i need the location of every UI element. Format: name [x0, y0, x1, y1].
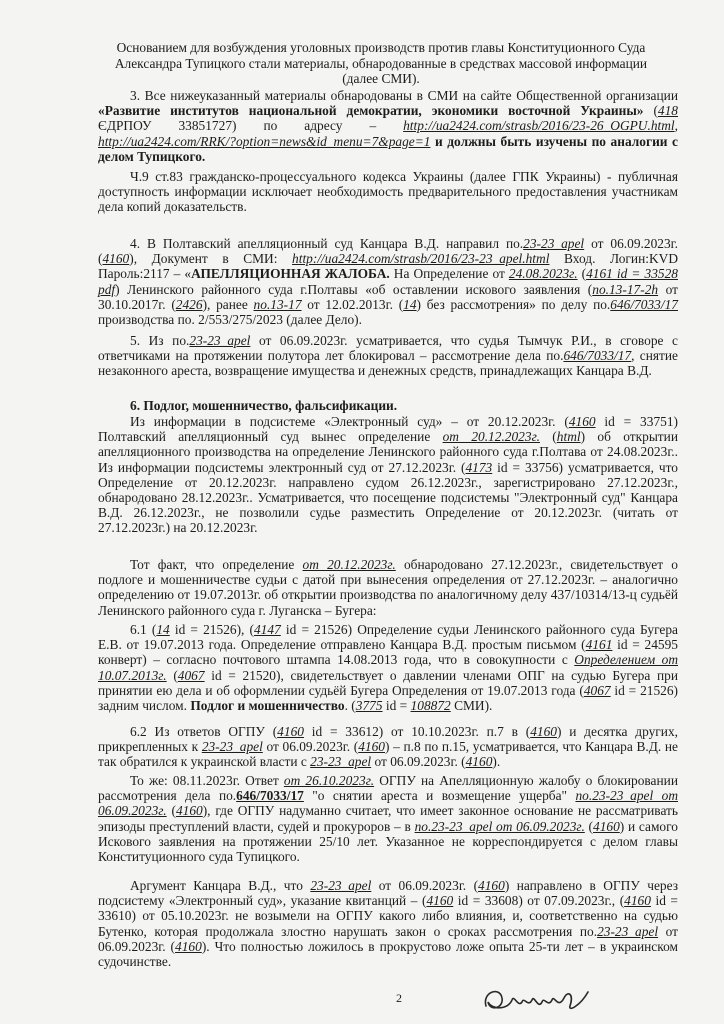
handwritten-signature	[478, 980, 598, 1020]
text: от 06.09.2023г. (	[98, 923, 678, 954]
reference-link[interactable]: 4160	[593, 818, 620, 834]
text: id = 33608) от 07.09.2023г., (	[453, 893, 625, 909]
text: ) направлено в ОГПУ через подсистему «Электронный суд», указание квитанций – (	[98, 878, 678, 909]
text: (	[166, 803, 176, 819]
bold-text: АПЕЛЛЯЦИОННАЯ ЖАЛОБА.	[191, 266, 390, 282]
page-number: 2	[396, 991, 402, 1005]
case-link[interactable]: 23-23_apel	[201, 739, 263, 755]
text: (	[584, 818, 594, 834]
text: от 06.09.2023г. (	[371, 754, 466, 770]
text: от 06.09.2023г. усматривается, что судья Тымчук Р.И., в сговоре с ответчиками на протяжении полутора лет блокировал – рассмотрение дела по.	[98, 333, 678, 364]
text: ), где ОГПУ надуманно считает, что имеет законное основание не рассматривать эпизоды преступлений власти, судей и прокуроров – в	[98, 803, 679, 834]
case-link[interactable]: 23-23_apel	[189, 333, 251, 348]
text: 5. Из по.	[130, 333, 190, 348]
url-link[interactable]: http://ua2424.com/strasb/2016/23-26_OGPU.html	[403, 118, 675, 134]
reference-link[interactable]: 418	[657, 103, 678, 119]
text: производства по. 2/553/275/2023 (далее Дело).	[98, 312, 362, 328]
reference-link[interactable]: 4161	[585, 637, 613, 653]
text: от 06.09.2023г. (	[98, 236, 678, 267]
date-link[interactable]: 24.08.2023г.	[508, 266, 578, 282]
text: Тот факт, что определение	[130, 557, 303, 572]
reference-link[interactable]: 14	[403, 296, 417, 312]
reference-link[interactable]: 3775	[355, 698, 383, 714]
date-link[interactable]: от 20.12.2023г.	[302, 557, 396, 572]
section-6-heading: 6. Подлог, мошенничество, фальсификации.	[130, 398, 398, 413]
paragraph-6-info	[98, 414, 678, 536]
reference-link[interactable]: 4067	[177, 667, 205, 683]
paragraph-6-1	[98, 622, 678, 713]
text: ) об открытии апелляционного производства на определение Ленинского районного суда г.Полтава от 24.08.2023г.. Из информации подсистемы электронный суд от 27.12.2023г. (	[98, 429, 678, 475]
text: Вход. Логин:KVD Пароль:2117 – «	[98, 251, 678, 282]
paragraph-6-2	[98, 724, 678, 770]
case-link[interactable]: 646/7033/17	[236, 788, 304, 804]
text: 6.1 (	[130, 622, 157, 637]
document-heading: Основанием для возбуждения уголовных производств против главы Конституционного Суда Александра Тупицкого стали материалы, обнародованные в средствах массовой информации (далее СМИ).	[114, 40, 648, 87]
case-link[interactable]: 646/7033/17	[610, 296, 678, 312]
case-link[interactable]: по.23-23_apel от 06.09.2023г.	[98, 788, 678, 819]
paragraph-5	[98, 333, 678, 379]
text: ) – п.8 по п.15, усматривается, что Канцара В.Д. не так обратился к украинской власти с	[98, 739, 678, 770]
text: (	[166, 667, 178, 683]
reference-link[interactable]: 2426	[175, 296, 203, 312]
reference-link[interactable]: 4160	[465, 754, 493, 770]
reference-link[interactable]: 4067	[583, 682, 611, 698]
paragraph-3	[98, 88, 678, 164]
text: 3. Все нижеуказанный материалы обнародованы в СМИ на сайте Общественной организации	[130, 88, 678, 103]
text: ЄДРПОУ 33851727) по адресу –	[98, 118, 404, 134]
text: от 30.10.2017г. (	[98, 281, 678, 312]
text: ) без рассмотрения» по делу по.	[416, 296, 611, 312]
text: ) и самого Искового заявления на протяжении 25/10 лет. Указанное не корреспондируется с делом главы Конституционного суда Тупицкого.	[98, 818, 678, 865]
text: (	[643, 103, 658, 119]
bold-text: и должны быть изучены по аналогии с делом Тупицкого.	[98, 133, 678, 164]
text: id = 33751) Полтавский апелляционный суд вынес определение	[98, 414, 678, 445]
text: , снятие незаконного ареста, возвращение имущества и денежных средств, принадлежащих Канцара В.Д.	[98, 348, 678, 379]
text: id = 33756) усматривается, что Определение от 20.12.2023г. направлено судом 26.12.2023г., зарегистрировано 27.12.2023г., обнародовано 28.12.2023г.. Усматривается, что посещение подсистемы "Электронный суд" Канцара В.Д. 26.12.2023г., не позволили судье разместить Определение от 20.12.2023г. (читать от 27.12.2023г.) на 20.12.2023г.	[98, 459, 678, 536]
text: ) и десятка других, прикрепленных к	[98, 724, 679, 755]
case-link[interactable]: 646/7033/17	[563, 348, 632, 364]
case-link[interactable]: 23-23_apel	[597, 923, 659, 939]
text: id = 21526) Определение судьи Ленинского районного суда Бугера Е.В. от 19.07.2013 года. Определение отправлено Канцара В.Д. простым письмом (	[98, 622, 678, 653]
case-link[interactable]: по.23-23_apel от 06.09.2023г.	[414, 818, 585, 834]
text: (	[577, 266, 587, 282]
case-link[interactable]: по.13-17	[253, 296, 302, 312]
text: ), Документ в СМИ:	[129, 251, 293, 267]
text: Аргумент Канцара В.Д., что	[130, 878, 311, 893]
reference-link[interactable]: 4160	[175, 938, 202, 954]
paragraph-ogpu-answer	[98, 773, 678, 864]
date-link[interactable]: от 26.10.2023г.	[283, 773, 375, 788]
text: id =	[382, 698, 411, 714]
text: id = 21526), (	[169, 622, 254, 637]
reference-link[interactable]: 4160	[277, 724, 304, 739]
reference-link[interactable]: 4160	[102, 251, 130, 267]
text: . (	[344, 698, 356, 714]
case-link[interactable]: 23-23_apel	[310, 878, 372, 893]
paragraph-4	[98, 236, 678, 327]
case-link[interactable]: 23-23_apel	[310, 754, 372, 770]
date-link[interactable]: от 20.12.2023г.	[442, 429, 540, 445]
paragraph-6-fact	[98, 557, 678, 618]
text: id = 33612) от 10.10.2023г. п.7 в (	[303, 724, 531, 739]
text: ОГПУ на Апелляционную жалобу о блокировании рассмотрения дела по.	[98, 773, 678, 804]
case-link[interactable]: 23-23_apel	[523, 236, 585, 251]
text: 6.2 Из ответов ОГПУ (	[130, 724, 278, 739]
case-link[interactable]: по.13-17-2h	[592, 281, 659, 297]
url-link[interactable]: http://ua2424.com/RRK/?option=news&id_menu=7&page=1	[98, 133, 431, 149]
text: ) Ленинского районного суда г.Полтавы «об оставлении искового заявления (	[115, 281, 593, 297]
text: от 06.09.2023г. (	[262, 739, 359, 755]
text: ).	[492, 754, 501, 770]
paragraph-argument	[98, 878, 678, 969]
organization-name: «Развитие институтов национальной демократии, экономики восточной Украины»	[98, 103, 644, 119]
text: 4. В Полтавский апелляционный суд Канцара В.Д. направил по.	[130, 236, 524, 251]
text: ). Что полностью ложилось в прокрустово ложе опыта 25-ти лет – в украинском судочинстве.	[98, 938, 678, 970]
reference-link[interactable]: 4160	[358, 739, 385, 755]
text: id = 33610) от 05.10.2023г. не возымели на ОГПУ какого либо влияния, и, соответственно на судью Бутенко, которая продолжала злостно нарушать закон о сроках рассмотрения по.	[98, 893, 678, 939]
text: СМИ).	[450, 698, 493, 714]
text: от 06.09.2023г. (	[371, 878, 479, 893]
text: id = 21526) задним числом.	[98, 682, 679, 714]
reference-link[interactable]: 4160	[530, 724, 557, 739]
paragraph-law-reference: Ч.9 ст.83 гражданско-процессуального кодекса Украины (далее ГПК Украины) - публичная доступность информации исключает необходимость предварительного предоставления участникам дела копий доказательств.	[98, 169, 678, 215]
text: ), ранее	[202, 296, 254, 312]
text: id = 24595 конверт) – согласно почтового штампа 14.08.2013 года, что в совокупности с	[98, 637, 678, 668]
text: На Определение от	[389, 266, 509, 282]
text: То же: 08.11.2023г. Ответ	[130, 773, 284, 788]
reference-link[interactable]: 4161 id = 33528 pdf	[98, 266, 678, 297]
text: обнародовано 27.12.2023г., свидетельствует о подлоге и мошенничестве судьи с датой при вынесения определения от 27.12.2023г. – аналогично определению от 19.07.2013г. об открытии производства по аналогичному делу 437/10314/13-ц судьёй Ленинского районного суда г. Луганска – Бугера:	[98, 557, 678, 618]
reference-link[interactable]: 4160	[175, 803, 203, 819]
text: id = 21520), свидетельствует о давлении членами ОПГ на судью Бугера при принятии ею дела и об оформлении судьёй Бугера Определения от 19.07.2013 года (	[98, 667, 678, 698]
html-link[interactable]: html	[556, 429, 581, 445]
text: (	[539, 429, 557, 445]
reference-link[interactable]: 4160	[426, 893, 454, 909]
date-link[interactable]: Определением от 10.07.2013г.	[98, 652, 678, 683]
text: от 12.02.2013г. (	[301, 296, 404, 312]
url-link[interactable]: http://ua2424.com/strasb/2016/23-23_apel.html	[292, 251, 550, 267]
reference-link[interactable]: 108872	[410, 698, 451, 714]
bold-text: Подлог и мошенничество	[190, 698, 345, 714]
reference-link[interactable]: 4173	[465, 459, 493, 475]
reference-link[interactable]: 4160	[624, 893, 651, 909]
reference-link[interactable]: 4147	[253, 622, 281, 637]
reference-link[interactable]: 14	[156, 622, 170, 637]
text: "о снятии ареста и возмещение ущерба"	[303, 788, 576, 804]
reference-link[interactable]: 4160	[478, 878, 505, 893]
reference-link[interactable]: 4160	[568, 414, 596, 429]
text: Из информации в подсистеме «Электронный суд» – от 20.12.2023г. (	[130, 414, 569, 429]
text: ,	[674, 118, 678, 134]
